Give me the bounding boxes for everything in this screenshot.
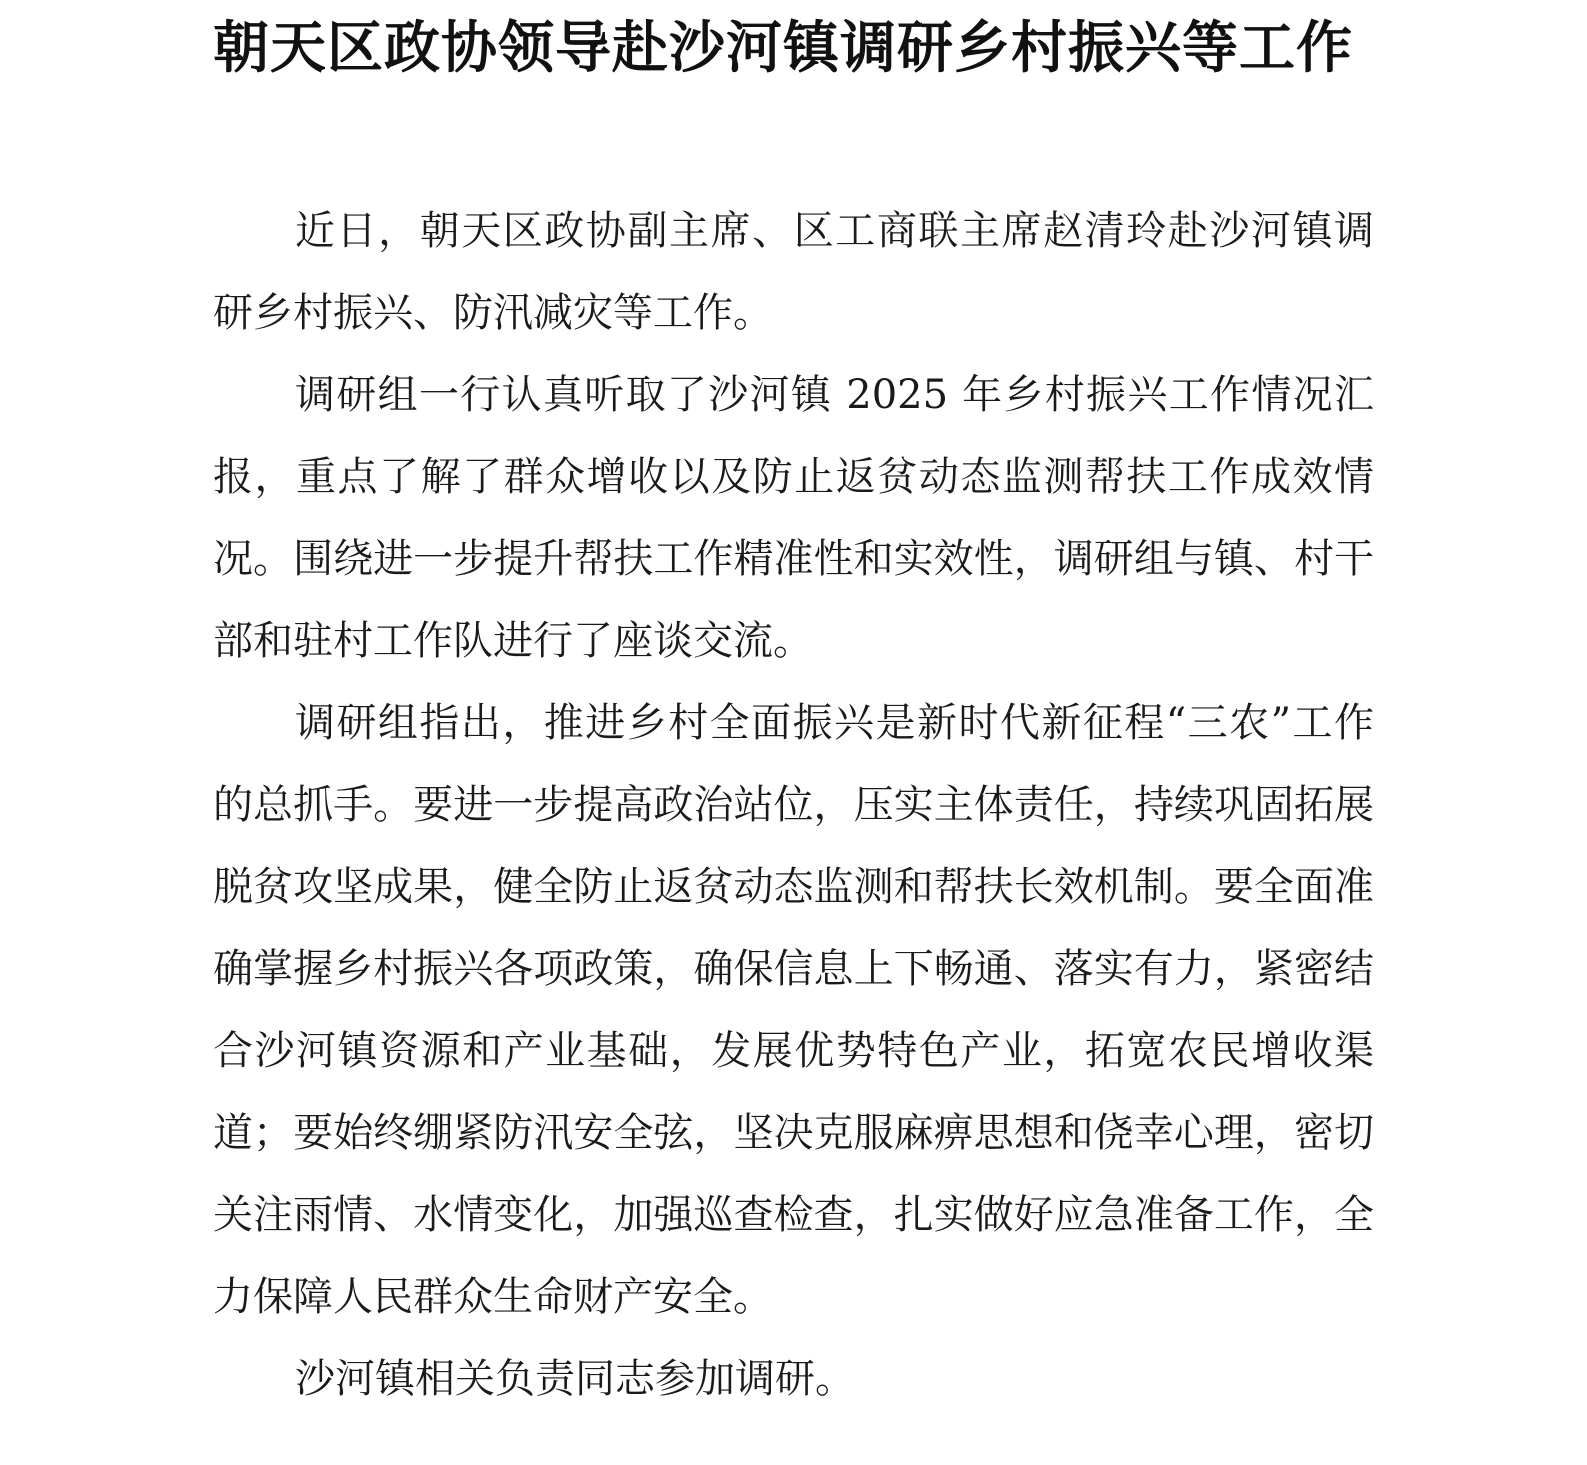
paragraph-3: 调研组指出，推进乡村全面振兴是新时代新征程“三农”工作的总抓手。要进一步提高政治站位，压实主体责任，持续巩固拓展脱贫攻坚成果，健全防止返贫动态监测和帮扶长效机制。要全面准确掌握乡村振兴各项政策，确保信息上下畅通、落实有力，紧密结合沙河镇资源和产业基础，发展优势特色产业，拓宽农民增收渠道；要始终绷紧防汛安全弦，坚决克服麻痹思想和侥幸心理，密切关注雨情、水情变化，加强巡查检查，扎实做好应急准备工作，全力保障人民群众生命财产安全。 [213,700,1374,1320]
paragraph-2: 调研组一行认真听取了沙河镇 2025 年乡村振兴工作情况汇报，重点了解了群众增收以及防止返贫动态监测帮扶工作成效情况。围绕进一步提升帮扶工作精准性和实效性，调研组与镇、村干部和驻村工作队进行了座谈交流。 [213,372,1374,664]
article-body [213,190,1374,1420]
article-title: 朝天区政协领导赴沙河镇调研乡村振兴等工作 [213,15,1353,81]
paragraph-4: 沙河镇相关负责同志参加调研。 [295,1356,855,1402]
paragraph-1: 近日，朝天区政协副主席、区工商联主席赵清玲赴沙河镇调研乡村振兴、防汛减灾等工作。 [213,208,1374,336]
